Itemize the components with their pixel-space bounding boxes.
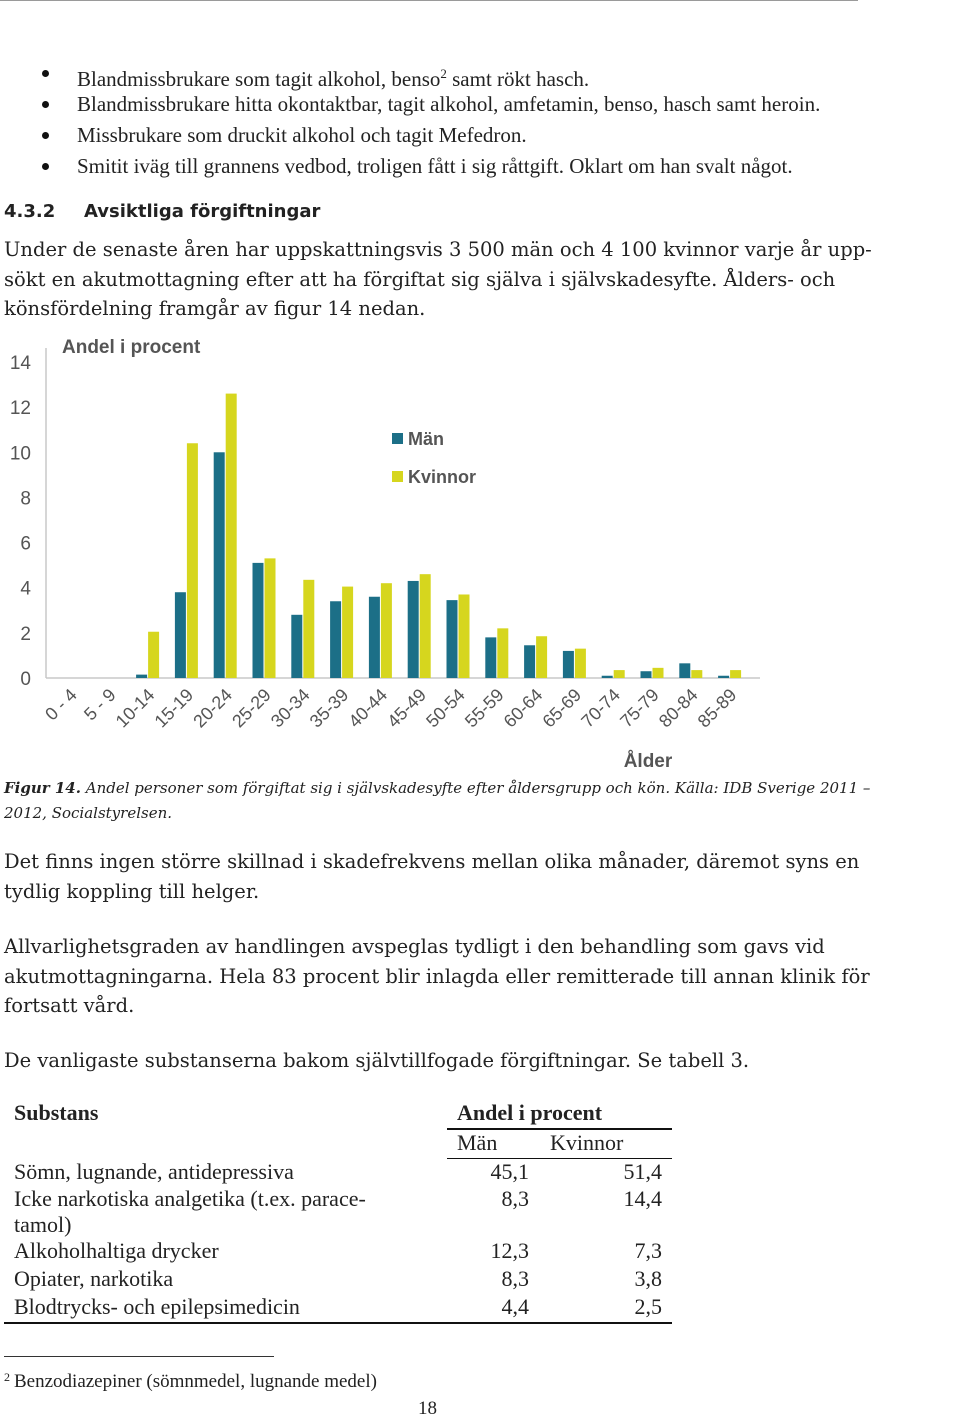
bar-kvinna (497, 628, 508, 678)
x-tick-label: 75-79 (616, 684, 663, 732)
x-tick-label: 20-24 (189, 684, 237, 732)
paragraph-line: akutmottagningarna. Hela 83 procent blir inlagda eller remitterade till annan klinik för (4, 964, 870, 988)
page-number: 18 (418, 1398, 437, 1419)
caption-text: 2012, Socialstyrelsen. (4, 804, 173, 822)
bullet-dot-icon (42, 132, 49, 139)
cell-substance: Alkoholhaltiga drycker (14, 1238, 219, 1263)
bar-man (369, 597, 380, 678)
x-tick-label: 85-89 (693, 684, 741, 732)
cell-substance: Blodtrycks- och epilepsimedicin (14, 1294, 300, 1319)
legend-swatch (392, 471, 403, 482)
paragraph-line: De vanligaste substanserna bakom självtillfogade förgiftningar. Se tabell 3. (4, 1049, 750, 1072)
cell-women: 14,4 (623, 1186, 662, 1211)
cell-women: 7,3 (634, 1238, 662, 1263)
bar-kvinna (226, 394, 237, 678)
column-header-women: Kvinnor (550, 1130, 624, 1155)
y-tick-label: 4 (20, 578, 31, 600)
paragraph (4, 1046, 749, 1076)
cell-men: 8,3 (501, 1266, 529, 1291)
bar-kvinna (691, 670, 702, 678)
cell-substance: Sömn, lugnande, antidepressiva (14, 1159, 294, 1184)
bullet-text: Blandmissbrukare som tagit alkohol, benso (77, 67, 441, 91)
bullet-list (0, 58, 820, 182)
y-tick-label: 10 (9, 443, 31, 465)
bullet-item (0, 151, 820, 182)
x-tick-label: 5 - 9 (80, 684, 120, 725)
y-tick-label: 0 (20, 669, 31, 690)
section-title: Avsiktliga förgiftningar (84, 201, 321, 222)
x-tick-label: 40-44 (344, 684, 392, 732)
paragraph-line: tydlig koppling till helger. (4, 879, 260, 903)
bar-kvinna (303, 580, 314, 678)
cell-substance: Icke narkotiska analgetika (t.ex. parace- (14, 1186, 366, 1211)
bar-kvinna (730, 670, 741, 678)
bar-kvinna (381, 583, 392, 678)
bullet-dot-icon (42, 101, 49, 108)
bullet-dot-icon (42, 163, 49, 170)
legend-label: Män (408, 429, 444, 449)
column-header-substance: Substans (14, 1100, 99, 1125)
bar-man (136, 675, 147, 678)
bar-man (330, 601, 341, 678)
cell-men: 8,3 (501, 1186, 529, 1211)
x-tick-label: 65-69 (538, 684, 586, 732)
bar-man (524, 645, 535, 678)
bar-man (175, 592, 186, 678)
y-tick-label: 12 (9, 398, 31, 420)
bar-kvinna (575, 649, 586, 678)
bullet-dot-icon (42, 70, 49, 77)
y-axis-title: Andel i procent (62, 337, 201, 358)
footnote (4, 1370, 377, 1393)
y-tick-label: 2 (20, 623, 31, 645)
bar-man (291, 615, 302, 678)
paragraph-line: Allvarlighetsgraden av handlingen avspeglas tydligt i den behandling som gavs vid (4, 935, 825, 958)
paragraph-line: Det finns ingen större skillnad i skadefrekvens mellan olika månader, däremot syns en (4, 850, 860, 873)
x-tick-label: 35-39 (305, 684, 353, 732)
bar-kvinna (459, 594, 470, 678)
bar-kvinna (536, 636, 547, 678)
bar-man (718, 676, 729, 678)
bullet-text: Blandmissbrukare hitta okontaktbar, tagit alkohol, amfetamin, benso, hasch samt heroin. (77, 92, 821, 116)
paragraph-line: Under de senaste åren har uppskattningsvis 3 500 män och 4 100 kvinnor varje år upp- (4, 238, 872, 261)
x-tick-label: 10-14 (111, 684, 159, 732)
x-tick-label: 80-84 (654, 684, 702, 732)
intro-paragraph (4, 235, 872, 324)
y-tick-label: 6 (20, 533, 31, 555)
x-tick-label: 15-19 (150, 684, 198, 732)
bar-kvinna (614, 670, 625, 678)
bar-kvinna (148, 632, 159, 678)
cell-substance: tamol) (14, 1212, 72, 1237)
bar-kvinna (342, 587, 353, 678)
legend-swatch (392, 433, 403, 444)
bar-man (253, 563, 264, 678)
x-tick-label: 45-49 (383, 684, 431, 732)
table-bottom-rule (4, 1322, 672, 1324)
bar-man (214, 452, 225, 678)
x-axis-title: Ålder (623, 751, 673, 772)
cell-women: 2,5 (634, 1294, 662, 1319)
paragraph-line: sökt en akutmottagning efter att ha förgiftat sig själva i självskadesyfte. Ålders- och (4, 267, 836, 291)
bar-man (485, 637, 496, 678)
x-tick-label: 25-29 (228, 684, 275, 732)
column-header-group: Andel i procent (457, 1100, 603, 1125)
bar-man (563, 651, 574, 678)
bar-man (408, 581, 419, 678)
section-heading (4, 201, 320, 222)
paragraph (4, 847, 859, 906)
cell-men: 45,1 (490, 1159, 529, 1184)
x-tick-label: 50-54 (422, 684, 469, 732)
legend-label: Kvinnor (408, 467, 477, 487)
bar-man (447, 600, 458, 678)
paragraph (4, 932, 870, 1021)
column-header-men: Män (457, 1130, 498, 1155)
bar-kvinna (265, 558, 276, 678)
header-rule (0, 0, 858, 1)
bullet-item (0, 120, 820, 151)
paragraph-line: könsfördelning framgår av figur 14 nedan. (4, 297, 426, 320)
cell-men: 4,4 (501, 1294, 529, 1319)
caption-text: Andel personer som förgiftat sig i självskadesyfte efter åldersgrupp och kön. Källa: IDB Sverige 2011 – (80, 779, 871, 797)
figure-caption (4, 776, 870, 826)
bullet-item (0, 58, 820, 89)
footnote-text: Benzodiazepiner (sömnmedel, lugnande medel) (14, 1371, 377, 1392)
bar-man (679, 663, 690, 678)
bullet-text-tail: samt rökt hasch. (446, 67, 590, 91)
x-tick-label: 0 - 4 (41, 684, 81, 725)
y-tick-label: 14 (9, 353, 31, 374)
x-tick-label: 70-74 (577, 684, 625, 732)
bullet-text: Smitit iväg till grannens vedbod, troligen fått i sig råttgift. Oklart om han svalt något. (77, 154, 793, 178)
cell-women: 3,8 (634, 1266, 662, 1291)
bar-man (641, 671, 652, 678)
x-tick-label: 30-34 (266, 684, 314, 732)
bar-chart (0, 330, 780, 772)
section-number: 4.3.2 (4, 201, 56, 222)
bullet-item (0, 89, 820, 120)
bar-kvinna (420, 574, 431, 678)
cell-substance: Opiater, narkotika (14, 1266, 174, 1291)
x-tick-label: 60-64 (499, 684, 547, 732)
bullet-text: Missbrukare som druckit alkohol och tagit Mefedron. (77, 123, 527, 147)
cell-women: 51,4 (623, 1159, 662, 1184)
bar-kvinna (187, 443, 198, 678)
bar-kvinna (653, 668, 664, 678)
bar-man (602, 676, 613, 678)
caption-label: Figur 14. (4, 779, 81, 797)
cell-men: 12,3 (490, 1238, 529, 1263)
y-tick-label: 8 (20, 488, 31, 510)
footnote-ref: 2 (440, 66, 447, 81)
x-tick-label: 55-59 (460, 684, 508, 732)
footnote-rule (4, 1356, 274, 1357)
paragraph-line: fortsatt vård. (4, 994, 135, 1017)
footnote-mark: 2 (4, 1370, 10, 1384)
